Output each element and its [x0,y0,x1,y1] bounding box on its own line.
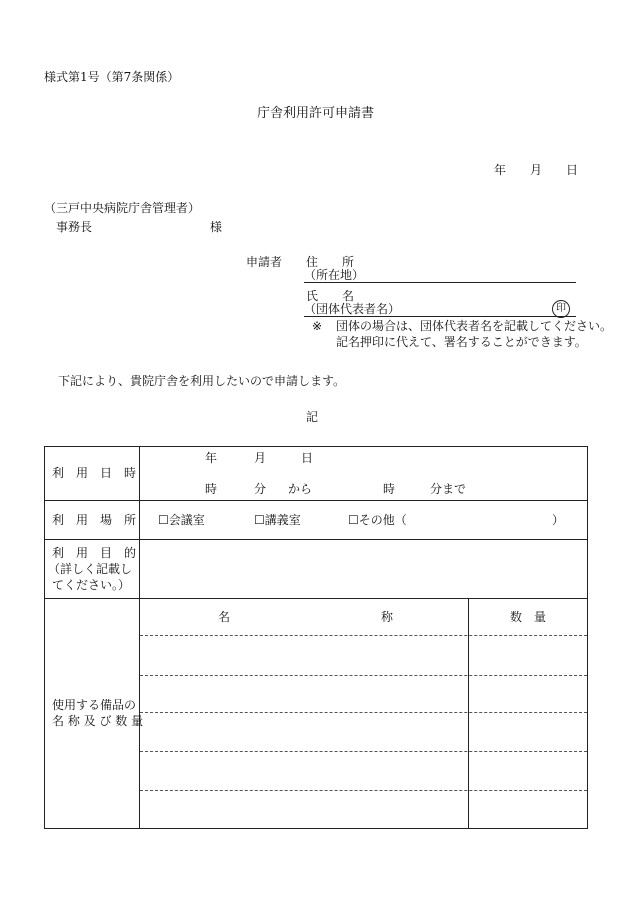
usage-purpose-hint-2: てください。） [52,578,131,592]
usage-start-minute: 分 [254,482,267,496]
equipment-quantity-input[interactable] [470,677,586,711]
equipment-quantity-input[interactable] [470,753,586,789]
equipment-name-input[interactable] [141,677,467,711]
usage-purpose-label: 利 用 目 的 [52,546,137,560]
name-field[interactable] [304,316,576,317]
name-sub-label: （団体代表者名） [304,302,401,316]
usage-from: から [288,482,313,496]
ki-label: 記 [306,410,319,424]
addressee-honorific: 様 [210,220,223,234]
date-day: 日 [566,163,579,177]
usage-month: 月 [254,451,267,465]
usage-purpose-field[interactable] [141,541,585,597]
equipment-quantity-header: 数 量 [510,610,547,624]
date-month: 月 [530,163,543,177]
usage-day: 日 [301,451,314,465]
equipment-quantity-input[interactable] [470,637,586,674]
equipment-name-input[interactable] [141,714,467,750]
equipment-name-header-2: 称 [381,610,394,624]
place-option-lecture-room[interactable]: ☐講義室 [254,513,301,527]
usage-year: 年 [205,451,218,465]
equipment-quantity-input[interactable] [470,792,586,827]
note-line-1: 団体の場合は、団体代表者名を記載してください。 [336,319,613,333]
address-label: 住 所 [306,255,355,269]
equipment-quantity-input[interactable] [470,714,586,750]
applicant-label: 申請者 [246,255,283,269]
form-number: 様式第1号（第7条関係） [44,70,180,84]
equipment-name-input[interactable] [141,753,467,789]
equipment-name-header-1: 名 [218,610,231,624]
seal-mark: 印 [552,300,570,318]
usage-end-hour: 時 [383,482,396,496]
date-year: 年 [494,163,507,177]
note-line-2: 記名押印に代えて、署名することができます。 [336,335,587,349]
place-other-close: ） [552,513,565,527]
usage-place-label: 利 用 場 所 [52,513,137,527]
name-label: 氏 名 [306,289,355,303]
usage-start-hour: 時 [205,482,218,496]
usage-end-minute-until: 分まで [430,482,467,496]
addressee-person: 事務長 [56,220,93,234]
usage-purpose-hint-1: （詳しく記載し [48,562,133,576]
statement: 下記により、貴院庁舎を利用したいので申請します。 [58,374,346,388]
equipment-name-input[interactable] [141,637,467,674]
equipment-label-1: 使用する備品の [52,698,137,712]
address-field[interactable] [304,282,576,283]
document-title: 庁舎利用許可申請書 [257,106,375,121]
note-mark: ※ [312,319,323,333]
address-sub-label: （所在地） [304,268,365,282]
usage-datetime-label: 利 用 日 時 [52,466,137,480]
addressee-org: （三戸中央病院庁舎管理者） [44,201,201,215]
equipment-label-2: 名 称 及 び 数 量 [52,714,144,728]
equipment-name-input[interactable] [141,792,467,827]
place-option-conference-room[interactable]: ☐会議室 [158,513,205,527]
place-option-other[interactable]: ☐その他（ [348,513,407,527]
